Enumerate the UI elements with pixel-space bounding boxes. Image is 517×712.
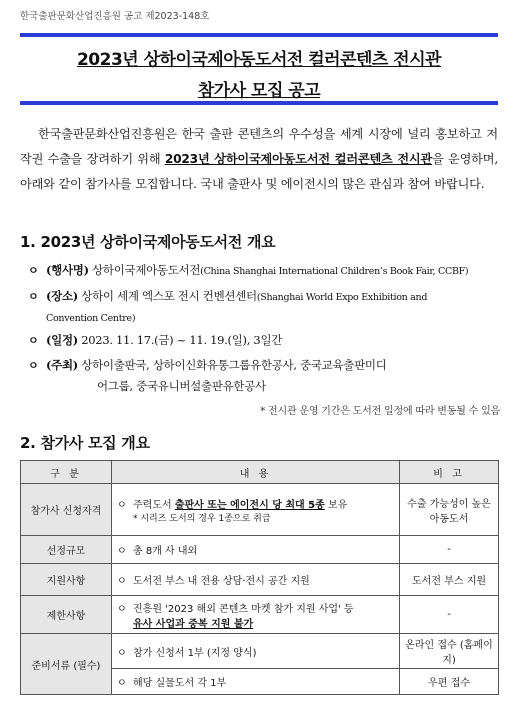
bullet-mark: ㅇ xyxy=(117,576,127,587)
schedule-note: * 전시관 운영 기간은 도서전 일정에 따라 변동될 수 있음 xyxy=(260,406,500,417)
bullet-mark: ㅇ xyxy=(117,499,127,511)
item-value-en: (China Shanghai International Children’s Book Fair, CCBF) xyxy=(200,266,469,277)
bullet-mark: ㅇ xyxy=(28,290,39,303)
row-category: 지원사항 xyxy=(21,564,112,596)
item-value: 상하이국제아동도서전 xyxy=(92,263,201,277)
intro-paragraph xyxy=(20,122,498,197)
item-value: 상하이출판국, 상하이신화유통그룹유한공사, 중국교육출판미디 xyxy=(81,358,387,372)
overview-item-place xyxy=(28,286,503,329)
row-content: ㅇ 도서전 부스 내 전용 상담·전시 공간 지원 xyxy=(112,564,400,596)
row-remark: 우편 접수 xyxy=(400,669,499,695)
bullet-mark: ㅇ xyxy=(28,334,39,347)
bullet-mark: ㅇ xyxy=(117,603,127,615)
header-content: 내 용 xyxy=(112,461,400,484)
intro-text-1: 한국출판문화산업진흥원은 한국 출판 콘텐츠의 우수성을 세계 시장에 널리 홍보하고 저작권 수출을 장려하기 위해 xyxy=(20,127,498,166)
row-category: 참가사 신청자격 xyxy=(21,484,112,536)
row-content: ㅇ 해당 실물도서 각 1부 xyxy=(112,669,400,695)
bullet-mark: ㅇ xyxy=(117,647,127,659)
row-category: 준비서류 (필수) xyxy=(21,634,112,695)
title-line1: 2023년 상하이국제아동도서전 컬러콘텐츠 전시관 xyxy=(76,50,442,70)
row-remark: 도서전 부스 지원 xyxy=(400,564,499,596)
section1-heading: 1. 2023년 상하이국제아동도서전 개요 xyxy=(20,233,276,251)
row-content: ㅇ 진흥원 '2023 해외 콘텐츠 마켓 참가 지원 사업' 등 유사 사업과 중복 지원 불가 xyxy=(112,596,400,634)
eligibility-highlight: 출판사 또는 에이전시 당 최대 5종 xyxy=(174,499,325,511)
row-remark: - xyxy=(400,596,499,634)
bullet-mark: ㅇ xyxy=(28,359,39,372)
section2-heading: 2. 참가사 모집 개요 xyxy=(20,434,150,452)
header-category: 구 분 xyxy=(21,461,112,484)
table-row xyxy=(21,596,499,634)
item-key: (주최) xyxy=(46,358,78,372)
intro-text-2: 을 운영하며, 아래와 같이 참가사를 모집합니다. 국내 출판사 및 에이전시의 많은 관심과 참여 바랍니다. xyxy=(20,152,498,191)
overview-item-host xyxy=(28,355,503,397)
row-category: 선정규모 xyxy=(21,536,112,564)
row-content: ㅇ 참가 신청서 1부 (지정 양식) xyxy=(112,634,400,669)
row-category: 제한사항 xyxy=(21,596,112,634)
restriction-highlight: 유사 사업과 중복 지원 불가 xyxy=(133,618,254,630)
item-key: (장소) xyxy=(46,289,78,303)
item-value-cont: Convention Centre) xyxy=(46,313,136,324)
recruit-table xyxy=(20,460,499,695)
item-value-cont: 어그룹, 중국유니버설출판유한공사 xyxy=(97,379,266,393)
row-remark: - xyxy=(400,536,499,564)
row-content: ㅇ 주력도서 출판사 또는 에이전시 당 최대 5종 보유 * 시리즈 도서의 경우 1종으로 취급 xyxy=(112,484,400,536)
item-value-en: (Shanghai World Expo Exhibition and xyxy=(256,292,428,303)
overview-item-name xyxy=(28,260,503,282)
title-line2: 참가사 모집 공고 xyxy=(197,81,321,101)
item-key: (행사명) xyxy=(46,263,89,277)
bullet-mark: ㅇ xyxy=(117,546,127,557)
item-value: 상하이 세계 엑스포 전시 컨벤션센터 xyxy=(81,289,257,303)
row-content: ㅇ 총 8개 사 내외 xyxy=(112,536,400,564)
series-note: * 시리즈 도서의 경우 1종으로 취급 xyxy=(133,513,271,524)
table-row xyxy=(21,634,499,669)
bullet-mark: ㅇ xyxy=(28,264,39,277)
bullet-mark: ㅇ xyxy=(117,678,127,689)
item-value: 2023. 11. 17.(금) ~ 11. 19.(일), 3일간 xyxy=(81,333,283,347)
table-row xyxy=(21,536,499,564)
header-remark: 비 고 xyxy=(400,461,499,484)
notice-number: 한국출판문화산업진흥원 공고 제2023-148호 xyxy=(20,11,210,22)
item-key: (일정) xyxy=(46,333,78,347)
overview-item-date xyxy=(28,330,503,351)
intro-highlight: 2023년 상하이국제아동도서전 컬러콘텐츠 전시관 xyxy=(164,152,433,166)
table-header-row xyxy=(21,461,499,484)
table-row xyxy=(21,484,499,536)
title-box xyxy=(20,33,498,105)
row-remark: 온라인 접수 (홈페이지) xyxy=(400,634,499,669)
row-remark: 수출 가능성이 높은 아동도서 xyxy=(400,484,499,536)
table-row xyxy=(21,564,499,596)
